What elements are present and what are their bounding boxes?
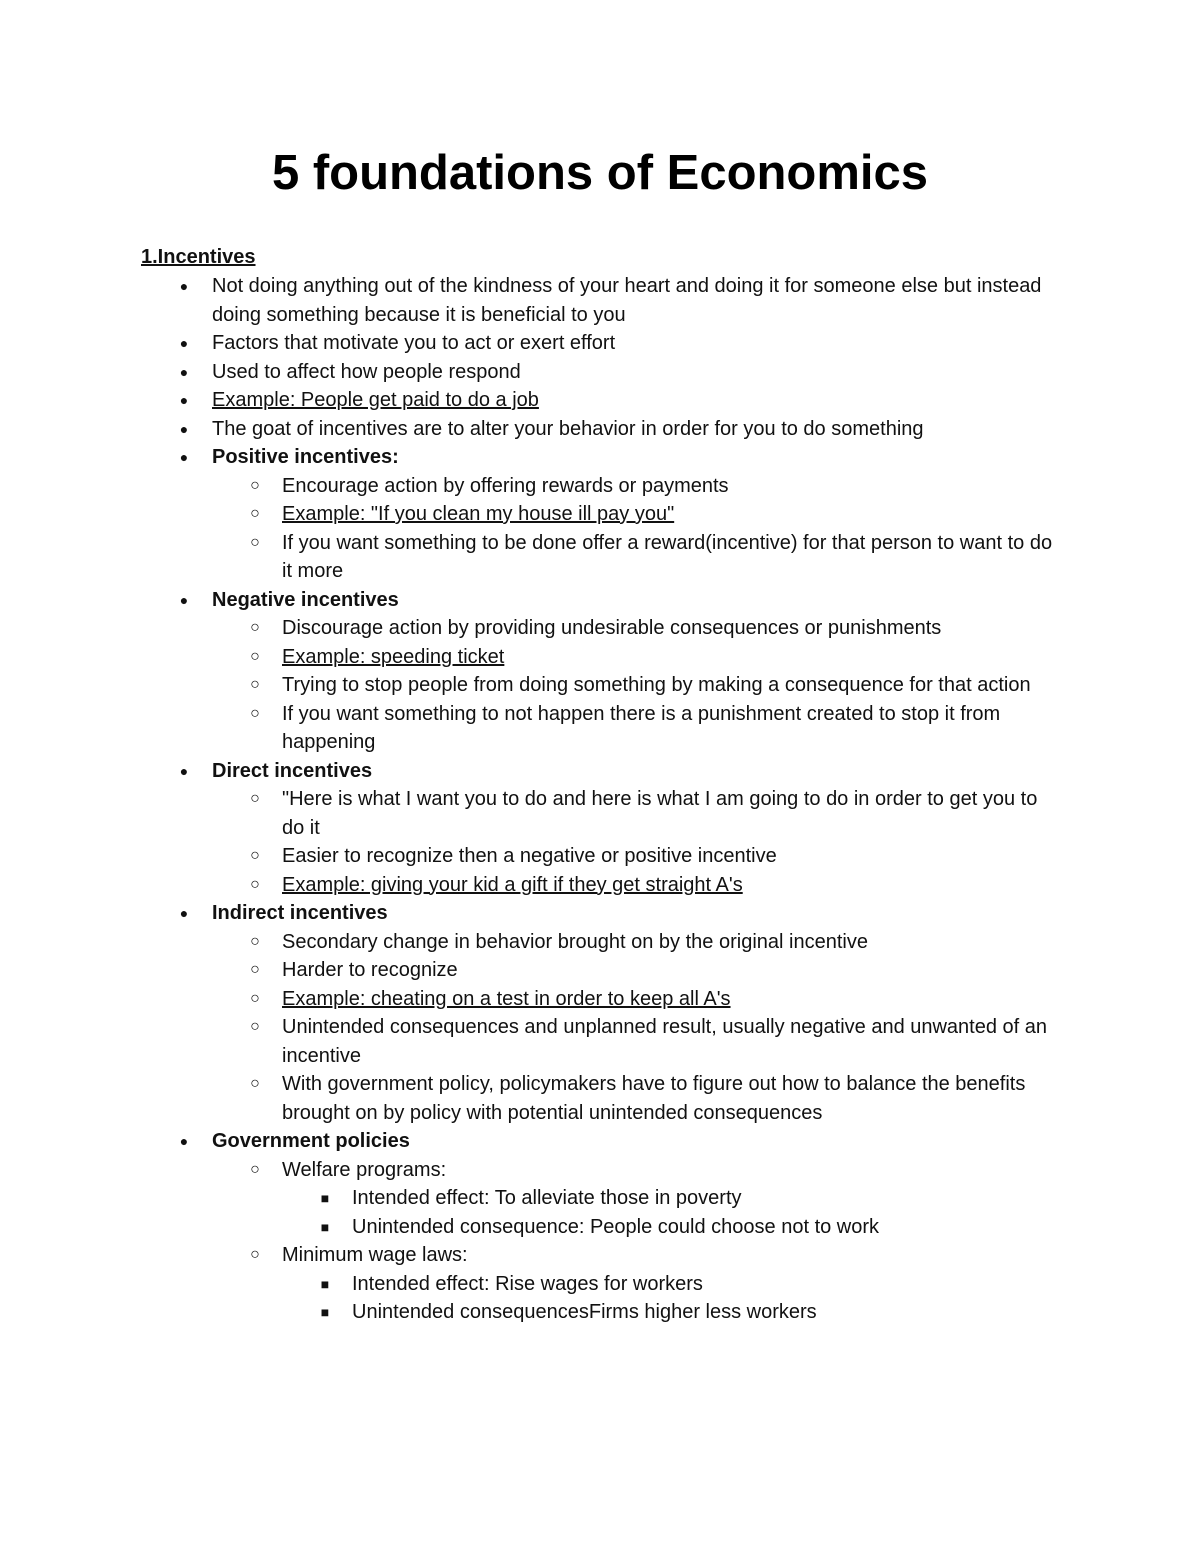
subheading-positive-incentives: Positive incentives: [212, 446, 399, 468]
bullet-square-icon: ■ [320, 1190, 330, 1206]
list-item [0, 1241, 1200, 1270]
bullet-circle-icon: ○ [250, 989, 260, 1007]
bullet-circle-icon: ○ [250, 1018, 260, 1035]
bullet-dot-icon: ● [179, 363, 189, 380]
list-item [0, 871, 1200, 900]
bullet-circle-icon: ○ [250, 875, 260, 893]
list-item-text: Discourage action by providing undesirable consequences or punishments [282, 617, 942, 639]
list-item-text: With government policy, policymakers have to figure out how to balance the benefits brought on by policy with potential unintended consequences [282, 1073, 1026, 1124]
list-item-text: "Here is what I want you to do and here is what I am going to do in order to get you to do it [282, 788, 1038, 839]
list-item-text: Intended effect: To alleviate those in poverty [352, 1187, 742, 1209]
bullet-circle-icon: ○ [250, 476, 260, 494]
bullet-dot-icon: ● [179, 591, 189, 608]
subheading-direct-incentives: Direct incentives [212, 759, 373, 782]
bullet-circle-icon: ○ [250, 932, 260, 950]
subheading-indirect-incentives: Indirect incentives [212, 902, 388, 924]
bullet-circle-icon: ○ [250, 676, 260, 693]
bullet-dot-icon: ● [179, 1133, 189, 1149]
bullet-square-icon: ■ [320, 1304, 330, 1320]
list-item [0, 928, 1200, 957]
list-item [0, 985, 1200, 1014]
list-item [0, 443, 1200, 472]
bullet-circle-icon: ○ [250, 647, 260, 665]
bullet-circle-icon: ○ [250, 1160, 260, 1178]
list-item-text: If you want something to not happen there is a punishment created to stop it from happening [282, 702, 1001, 753]
list-item-text: Easier to recognize then a negative or positive incentive [282, 845, 777, 867]
bullet-circle-icon: ○ [250, 704, 260, 722]
list-item [0, 785, 1200, 842]
list-item [0, 643, 1200, 672]
bullet-dot-icon: ● [179, 335, 189, 351]
page-title: 5 foundations of Economics [271, 146, 929, 200]
list-item-text: The goat of incentives are to alter your behavior in order for you to do something [212, 417, 924, 440]
incentives-list [0, 272, 1200, 1327]
bullet-circle-icon: ○ [250, 961, 260, 978]
bullet-dot-icon: ● [179, 278, 189, 294]
bullet-square-icon: ■ [320, 1218, 330, 1235]
list-item-text: Unintended consequencesFirms higher less workers [352, 1301, 817, 1323]
list-item [0, 329, 1200, 358]
list-item-text: Encourage action by offering rewards or payments [282, 474, 729, 497]
list-item [0, 1213, 1200, 1242]
list-item [0, 529, 1200, 586]
bullet-circle-icon: ○ [250, 790, 260, 807]
example-text: Example: People get paid to do a job [212, 389, 539, 411]
bullet-dot-icon: ● [179, 905, 189, 921]
bullet-circle-icon: ○ [250, 533, 260, 551]
list-item [0, 700, 1200, 757]
list-item [0, 956, 1200, 985]
list-item [0, 671, 1200, 700]
section-heading-incentives: 1.Incentives [141, 246, 256, 268]
list-item [0, 614, 1200, 643]
list-item-text: Intended effect: Rise wages for workers [352, 1272, 703, 1295]
list-item-text: Unintended consequences and unplanned result, usually negative and unwanted of an incentive [282, 1016, 1048, 1067]
example-text: Example: speeding ticket [282, 645, 505, 668]
list-item [0, 1013, 1200, 1070]
list-item-text: Welfare programs: [282, 1158, 447, 1181]
subheading-negative-incentives: Negative incentives [212, 588, 399, 611]
subheading-government-policies: Government policies [212, 1130, 410, 1152]
bullet-dot-icon: ● [179, 449, 189, 465]
list-item-text: If you want something to be done offer a reward(incentive) for that person to want to do it more [282, 531, 1053, 582]
example-text: Example: cheating on a test in order to keep all A's [282, 987, 731, 1010]
bullet-dot-icon: ● [179, 392, 189, 408]
list-item [0, 1184, 1200, 1213]
list-item [0, 472, 1200, 501]
list-item [0, 586, 1200, 615]
bullet-circle-icon: ○ [250, 505, 260, 522]
bullet-circle-icon: ○ [250, 1246, 260, 1263]
example-text: Example: giving your kid a gift if they get straight A's [282, 873, 743, 896]
list-item [0, 1270, 1200, 1299]
list-item-text: Unintended consequence: People could choose not to work [352, 1215, 880, 1238]
list-item [0, 1127, 1200, 1156]
list-item [0, 1298, 1200, 1327]
list-item [0, 1156, 1200, 1185]
list-item-text: Factors that motivate you to act or exert effort [212, 332, 616, 354]
list-item-text: Trying to stop people from doing something by making a consequence for that action [282, 674, 1031, 696]
list-item [0, 272, 1200, 329]
list-item-text: Used to affect how people respond [212, 360, 521, 383]
bullet-dot-icon: ● [179, 762, 189, 779]
list-item [0, 500, 1200, 529]
bullet-circle-icon: ○ [250, 619, 260, 636]
list-item [0, 415, 1200, 444]
list-item-text: Not doing anything out of the kindness of your heart and doing it for someone else but instead doing something because it is beneficial to you [212, 275, 1042, 326]
list-item [0, 358, 1200, 387]
list-item [0, 899, 1200, 928]
list-item-text: Secondary change in behavior brought on by the original incentive [282, 930, 868, 953]
list-item [0, 757, 1200, 786]
example-text: Example: "If you clean my house ill pay you" [282, 503, 675, 525]
bullet-circle-icon: ○ [250, 1075, 260, 1092]
list-item [0, 1070, 1200, 1127]
bullet-circle-icon: ○ [250, 847, 260, 864]
bullet-square-icon: ■ [320, 1275, 330, 1292]
list-item-text: Minimum wage laws: [282, 1244, 468, 1266]
list-item [0, 842, 1200, 871]
list-item [0, 386, 1200, 415]
list-item-text: Harder to recognize [282, 959, 458, 981]
bullet-dot-icon: ● [179, 420, 189, 437]
